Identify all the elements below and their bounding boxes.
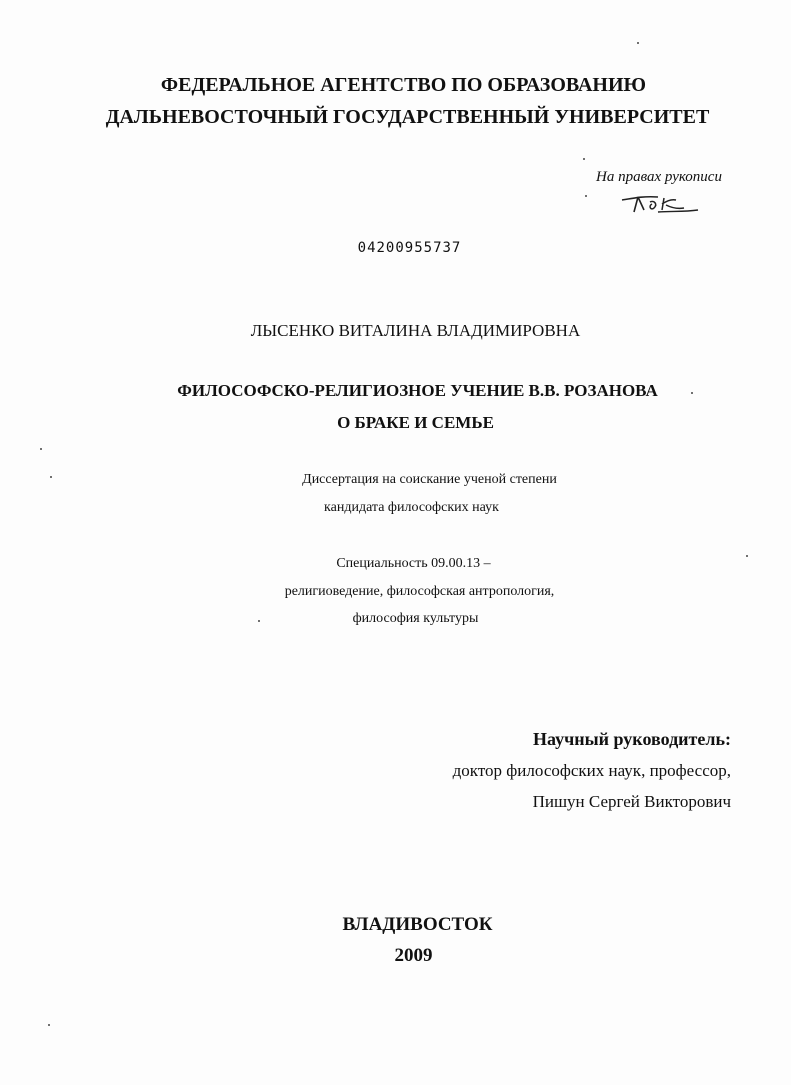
specialty-line-2: религиоведение, философская антропология,	[284, 584, 555, 599]
handwritten-signature	[614, 188, 704, 218]
supervisor-degree: доктор философских наук, профессор,	[452, 761, 731, 780]
manuscript-rights-note: На правах рукописи	[596, 169, 722, 185]
supervisor-name: Пишун Сергей Викторович	[532, 792, 731, 811]
supervisor-heading: Научный руководитель:	[533, 729, 731, 749]
scan-speck	[746, 555, 748, 557]
author-name: ЛЫСЕНКО ВИТАЛИНА ВЛАДИМИРОВНА	[250, 321, 581, 340]
scan-speck	[40, 448, 42, 450]
university-heading: ДАЛЬНЕВОСТОЧНЫЙ ГОСУДАРСТВЕННЫЙ УНИВЕРСИТЕТ	[105, 106, 710, 128]
specialty-line-3: философия культуры	[352, 611, 479, 626]
agency-heading: ФЕДЕРАЛЬНОЕ АГЕНТСТВО ПО ОБРАЗОВАНИЮ	[160, 74, 647, 96]
degree-line-2: кандидата философских наук	[324, 500, 499, 515]
scan-speck	[585, 195, 587, 197]
scan-speck	[637, 42, 639, 44]
scan-speck	[691, 392, 693, 394]
degree-line-1: Диссертация на соискание ученой степени	[302, 472, 557, 487]
thesis-title-line-1: ФИЛОСОФСКО-РЕЛИГИОЗНОЕ УЧЕНИЕ В.В. РОЗАНОВА	[177, 381, 658, 400]
document-number: 04200955737	[357, 240, 462, 256]
specialty-line-1: Специальность 09.00.13 –	[336, 556, 491, 571]
thesis-title-line-2: О БРАКЕ И СЕМЬЕ	[337, 413, 494, 432]
scan-speck	[258, 620, 260, 622]
city: ВЛАДИВОСТОК	[342, 914, 493, 935]
year: 2009	[394, 945, 433, 966]
scan-speck	[583, 158, 585, 160]
scan-speck	[50, 476, 52, 478]
scan-speck	[48, 1024, 50, 1026]
